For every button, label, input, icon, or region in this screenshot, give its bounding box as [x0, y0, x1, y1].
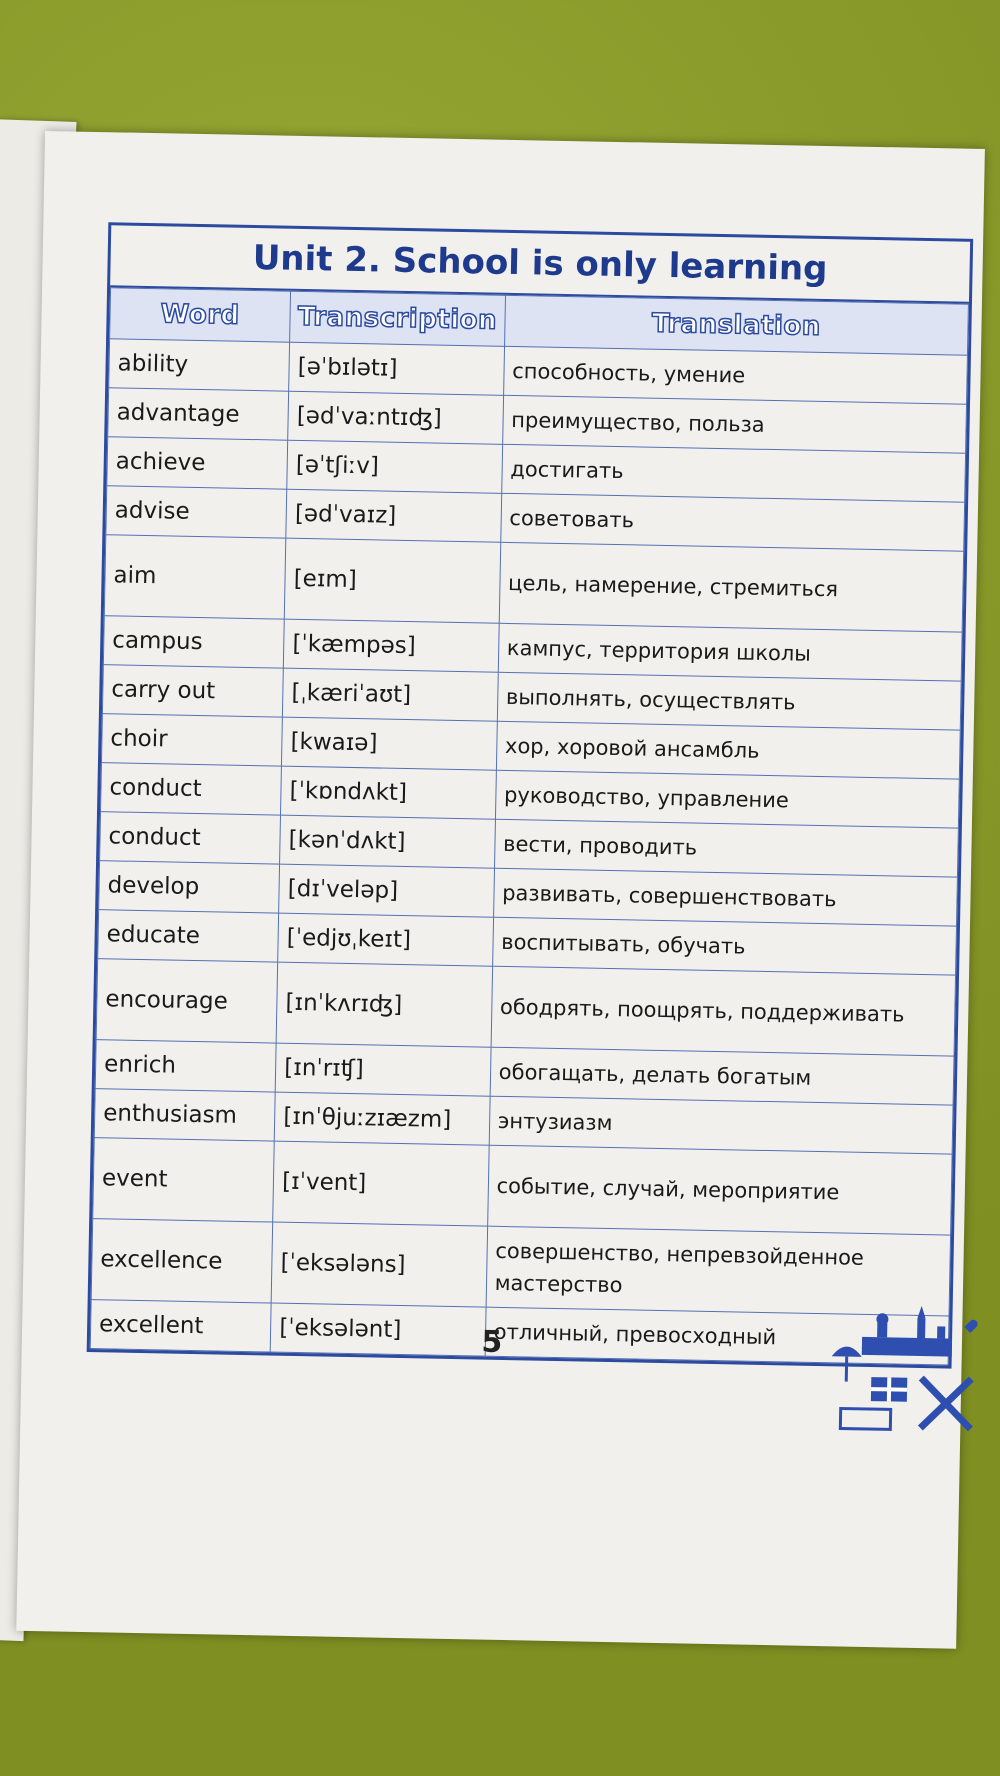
cell-word: excellent: [90, 1300, 271, 1352]
cell-translation: выполнять, осуществлять: [497, 672, 961, 730]
cell-translation: кампус, территория школы: [498, 623, 962, 681]
cell-translation: вести, проводить: [494, 819, 958, 877]
cell-transcription: [kwaɪə]: [282, 717, 497, 770]
cell-transcription: [ˈedjʊˌkeɪt]: [278, 913, 493, 966]
cell-translation: энтузиазм: [489, 1096, 953, 1154]
cell-translation: обогащать, делать богатым: [490, 1047, 954, 1105]
cell-translation: событие, случай, мероприятие: [487, 1145, 952, 1235]
cell-transcription: [dɪˈveləp]: [279, 864, 494, 917]
cell-word: enrich: [95, 1040, 276, 1092]
cell-transcription: [ˈkæmpəs]: [283, 619, 498, 672]
cell-translation: ободрять, поощрять, поддерживать: [491, 966, 956, 1056]
cell-word: encourage: [96, 959, 278, 1043]
cell-word: excellence: [91, 1219, 273, 1303]
cell-word: choir: [101, 714, 282, 766]
cell-word: event: [93, 1138, 275, 1222]
cell-word: campus: [103, 616, 284, 668]
vocabulary-table-frame: [87, 222, 974, 1368]
cell-word: conduct: [100, 812, 281, 864]
cell-transcription: [ˈeksələns]: [271, 1222, 487, 1307]
cell-translation: развивать, совершенствовать: [493, 868, 957, 926]
cell-word: enthusiasm: [94, 1089, 275, 1141]
cell-transcription: [ɪˈvent]: [273, 1141, 489, 1226]
cell-word: educate: [98, 910, 279, 962]
book-page: [16, 131, 985, 1649]
cell-translation: цель, намерение, стремиться: [499, 542, 964, 632]
page-number: 5: [481, 1324, 503, 1360]
cell-word: develop: [99, 861, 280, 913]
cell-word: carry out: [102, 665, 283, 717]
cell-transcription: [əˈbɪlətɪ]: [289, 342, 504, 395]
cell-word: advantage: [108, 388, 289, 440]
unit-title: Unit 2. School is only learning: [110, 225, 970, 303]
heart-icon: [964, 1320, 977, 1333]
cell-translation: советовать: [500, 493, 964, 551]
cell-transcription: [eɪm]: [284, 538, 500, 623]
vocabulary-table: [90, 287, 969, 1365]
cell-translation: способность, умение: [503, 346, 967, 404]
cell-translation: воспитывать, обучать: [492, 917, 956, 975]
cell-word: advise: [106, 486, 287, 538]
cell-transcription: [kənˈdʌkt]: [280, 815, 495, 868]
header-word: Word: [110, 288, 291, 342]
cell-translation: руководство, управление: [495, 770, 959, 828]
windmill-icon: [920, 1378, 971, 1429]
cell-word: aim: [104, 535, 286, 619]
cell-translation: совершенство, непревзойденное мастерство: [486, 1226, 951, 1316]
cell-translation: преимущество, польза: [502, 395, 966, 453]
cell-translation: хор, хоровой ансамбль: [496, 721, 960, 779]
umbrella-icon: [832, 1346, 862, 1357]
header-translation: Translation: [504, 295, 968, 355]
header-transcription: Transcription: [290, 291, 505, 346]
decorative-illustration: [820, 1296, 983, 1439]
cell-word: achieve: [107, 437, 288, 489]
cell-word: conduct: [101, 763, 282, 815]
cell-transcription: [ɪnˈrɪʧ]: [275, 1043, 490, 1096]
cell-transcription: [əˈtʃiːv]: [287, 440, 502, 493]
cell-transcription: [ədˈvaɪz]: [286, 489, 501, 542]
cell-translation: достигать: [501, 444, 965, 502]
cell-transcription: [ˈkɒndʌkt]: [281, 766, 496, 819]
city-skyline-icon: [862, 1305, 953, 1357]
cell-transcription: [ɪnˈkʌrɪʤ]: [276, 962, 492, 1047]
cell-transcription: [ɪnˈθjuːzɪæzm]: [274, 1092, 489, 1145]
cell-transcription: [ədˈvaːntɪʤ]: [288, 391, 503, 444]
cell-transcription: [ˌkæriˈaʊt]: [283, 668, 498, 721]
cell-transcription: [ˈeksələnt]: [270, 1303, 485, 1356]
cell-translation: отличный, превосходный: [485, 1307, 949, 1365]
cell-word: ability: [109, 339, 290, 391]
